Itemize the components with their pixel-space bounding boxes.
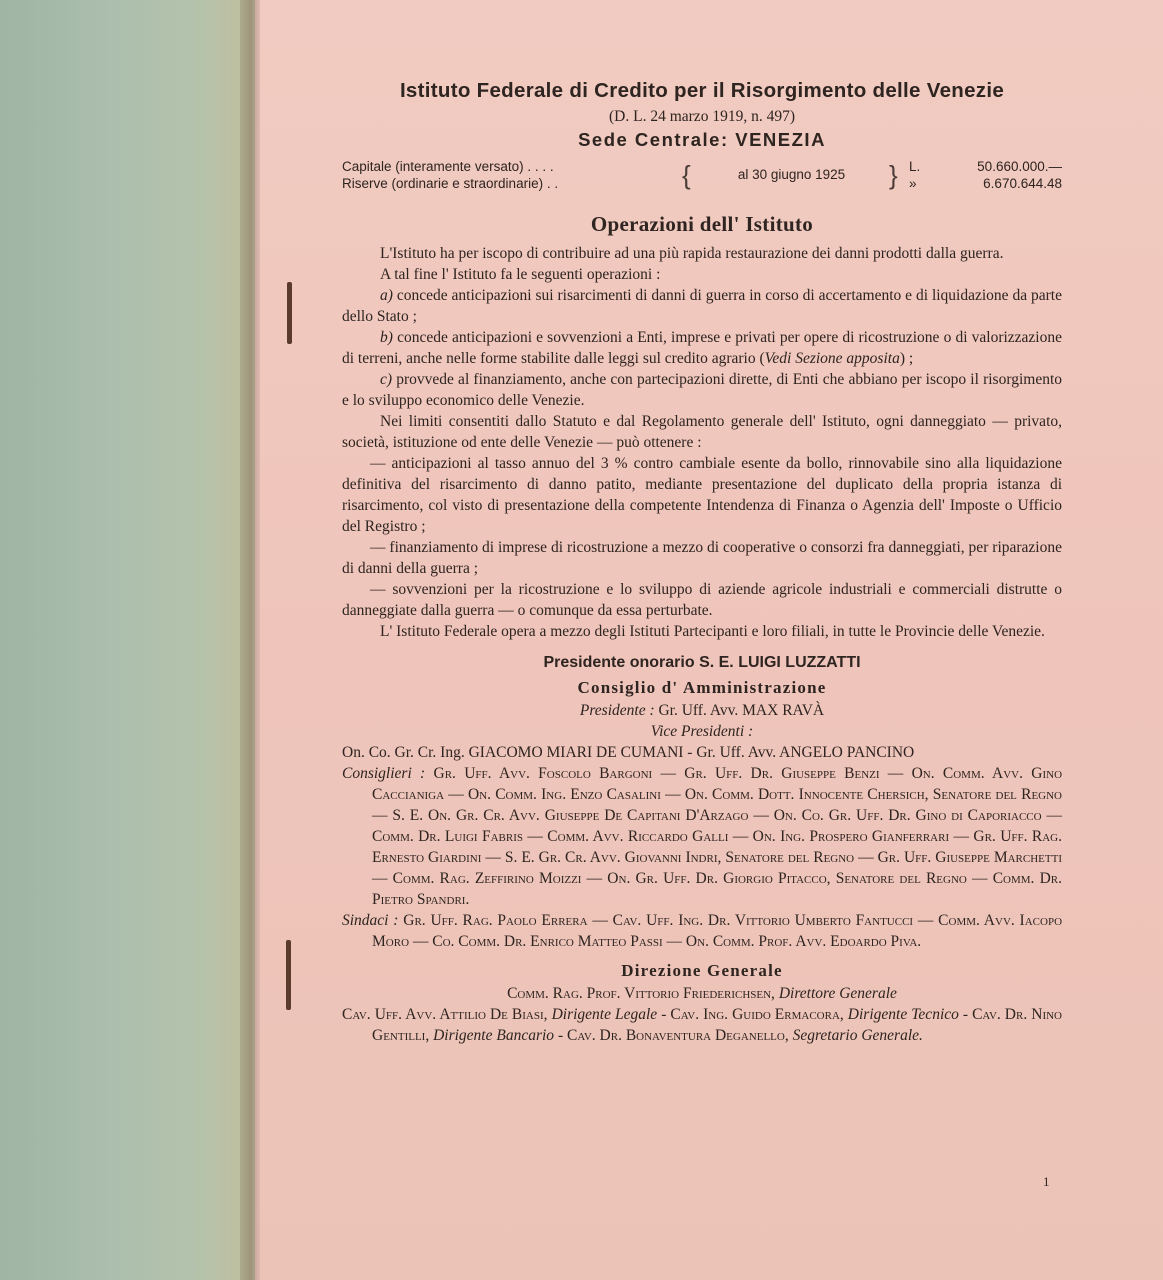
president-line [342,700,1062,721]
capital-amounts [901,158,1062,192]
capital-table [342,158,1062,192]
operation-b-end: ) ; [899,350,914,367]
sindaci [342,910,1062,952]
dash-finanziamento: — finanziamento di imprese di ricostruzione a mezzo di cooperative o consorzi fra danneggiati, per riparazione di danni della guerra ; [342,539,1062,577]
page-content [342,80,1062,1046]
manager-1-role: Dirigente Legale [551,1006,658,1023]
staple-top [287,282,292,344]
operations-intro: L'Istituto ha per iscopo di contribuire ad una più rapida restaurazione dei danni prodotti dalla guerra. [380,245,1004,262]
director-line [342,983,1062,1004]
institute-title: Istituto Federale di Credito per il Risorgimento delle Venezie [399,79,1005,102]
manager-4: - Cav. Dr. Bonaventura Deganello, [557,1027,789,1044]
board-title: Consiglio d' Amministrazione [577,678,827,697]
capital-labels [342,158,682,192]
booklet-cover [0,0,255,1280]
sindaci-label: Sindaci : [342,912,399,929]
riserve-label: Riserve (ordinarie e straordinarie) . . [342,176,559,191]
operation-c-marker: c) [380,371,393,388]
operation-c-text: provvede al finanziamento, anche con partecipazioni dirette, di Enti che abbiano per iscopo il risorgimento e lo sviluppo economico delle Venezie. [342,371,1063,409]
direzione-title: Direzione Generale [621,961,783,980]
staple-bottom [286,940,291,1010]
director-role: Direttore Generale [778,985,897,1002]
operation-c [342,369,1062,411]
honorary-president: Presidente onorario S. E. LUIGI LUZZATTI [543,654,861,671]
operation-a [342,285,1062,327]
page-number: 1 [1043,1174,1050,1189]
decree-reference: (D. L. 24 marzo 1919, n. 497) [609,108,795,125]
consiglieri [342,763,1062,910]
riserve-prefix: » [909,176,917,191]
operation-b-italic: Vedi Sezione apposita [764,350,900,367]
dash-sovvenzioni: — sovvenzioni per la ricostruzione e lo sviluppo di aziende agricole industriali e commerciali distrutte o danneggiate dalla guerra — o comunque da essa perturbate. [342,581,1062,619]
managers [342,1004,1062,1046]
director-name: Comm. Rag. Prof. Vittorio Friederichsen, [507,985,775,1002]
capital-date: al 30 giugno 1925 [737,167,846,182]
spine-edge [240,0,262,1280]
manager-4-role: Segretario Generale. [792,1027,923,1044]
limits-paragraph: Nei limiti consentiti dallo Statuto e dal Regolamento generale dell' Istituto, ogni danneggiato — privato, società, istituzione od ente delle Venezie — può ottenere : [342,413,1062,451]
capitale-prefix: L. [909,159,921,174]
capitale-amount: 50.660.000.— [977,159,1062,174]
operation-b-text: concede anticipazioni e sovvenzioni a Enti, imprese e privati per opere di ricostruzione o di valorizzazione di terreni, anche nelle forme stabilite dalle leggi sul credito agrario ( [342,329,1062,367]
closing-paragraph: L' Istituto Federale opera a mezzo degli Istituti Partecipanti e loro filiali, in tutte le Provincie delle Venezie. [380,623,1045,640]
operations-lead: A tal fine l' Istituto fa le seguenti operazioni : [380,266,661,283]
headquarters-line: Sede Centrale: VENEZIA [578,129,826,150]
vice-label-text: Vice Presidenti : [650,723,754,740]
operation-b-marker: b) [380,329,393,346]
manager-2: - Cav. Ing. Guido Ermacora, [661,1006,844,1023]
capitale-label: Capitale (interamente versato) . . . . [342,159,554,174]
sindaci-names: Gr. Uff. Rag. Paolo Errera — Cav. Uff. Ing. Dr. Vittorio Umberto Fantucci — Comm. Avv. Iacopo Moro — Co. Comm. Dr. Enrico Matteo Passi — On. Comm. Prof. Avv. Edoardo Piva. [372,912,1063,950]
right-brace: } [889,160,898,190]
manager-3-role: Dirigente Bancario [433,1027,555,1044]
dash-anticipazioni: — anticipazioni al tasso annuo del 3 % contro cambiale esente da bollo, rinnovabile sino alla liquidazione definitiva del risarcimento di danno patito, mediante presentazione del duplicato della propria istanza di risarcimento, col visto di presentazione della competente Intendenza di Finanza o Agenzia dell' Imposte o Ufficio del Registro ; [342,455,1062,535]
consiglieri-label: Consiglieri : [342,765,426,782]
manager-3: - Cav. Dr. Nino Gentilli, [372,1006,1062,1044]
vice-presidents: On. Co. Gr. Cr. Ing. GIACOMO MIARI DE CUMANI - Gr. Uff. Avv. ANGELO PANCINO [342,744,915,761]
operations-title: Operazioni dell' Istituto [590,212,814,236]
president-name: Gr. Uff. Avv. MAX RAVÀ [658,702,825,719]
spacer [342,192,1062,206]
manager-2-role: Dirigente Tecnico [847,1006,959,1023]
operation-a-text: concede anticipazioni sui risarcimenti di danni di guerra in corso di accertamento e di liquidazione da parte dello Stato ; [342,287,1062,325]
operation-b [342,327,1062,369]
consiglieri-names: Gr. Uff. Avv. Foscolo Bargoni — Gr. Uff. Dr. Giuseppe Benzi — On. Comm. Avv. Gino Caccianiga — On. Comm. Ing. Enzo Casalini — On. Comm. Dott. Innocente Chersich, Senatore del Regno — S. E. On. Gr. Cr. Avv. Giuseppe De Capitani D'Arzago — On. Co. Gr. Uff. Dr. Gino di Caporiacco — Comm. Dr. Luigi Fabris — Comm. Avv. Riccardo Galli — On. Ing. Prospero Gianferrari — Gr. Uff. Rag. Ernesto Giardini — S. E. Gr. Cr. Avv. Giovanni Indri, Senatore del Regno — Gr. Uff. Giuseppe Marchetti — Comm. Rag. Zeffirino Moizzi — On. Gr. Uff. Dr. Giorgio Pitacco, Senatore del Regno — Comm. Dr. Pietro Spandri. [372,765,1063,908]
riserve-amount: 6.670.644.48 [983,176,1062,191]
left-brace: { [682,160,691,190]
president-label: Presidente : [579,702,655,719]
vice-label [342,721,1062,742]
manager-1: Cav. Uff. Avv. Attilio De Biasi, [342,1006,548,1023]
operation-a-marker: a) [380,287,393,304]
